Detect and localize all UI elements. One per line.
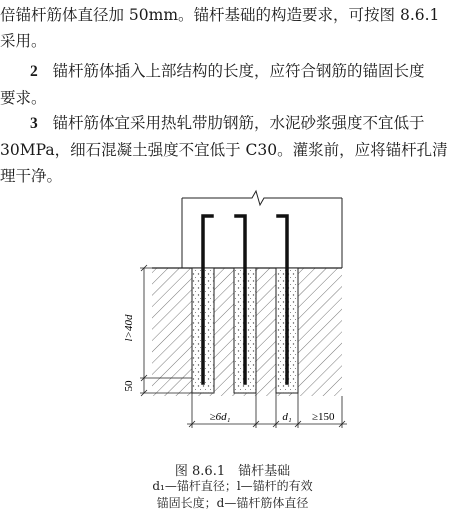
diameter-label: d₁ [282,411,292,423]
item-number-3: 3 [30,115,38,132]
paragraph-1 [0,2,462,54]
bottom-depth-label: 50 [123,380,135,392]
paragraph-2-text-1: 锚杆筋体插入上部结构的长度，应符合钢筋的锚固长度 [52,62,425,80]
break-line [182,191,342,205]
edge-distance-label: ≥150 [312,411,335,423]
spacing-label: ≥6d₁ [209,411,231,423]
paragraph-2 [0,58,462,111]
paragraph-1-line-1: 倍锚杆筋体直径加 50mm。锚杆基础的构造要求，可按图 8.6.1 [0,6,440,24]
anchor-foundation-figure [112,188,352,438]
paragraph-2-line-2: 要求。 [0,89,47,107]
figure-caption-line-1: d₁—锚杆直径；l—锚杆的有效 [152,479,313,493]
paragraph-3 [0,110,462,189]
paragraph-3-line-1 [0,110,462,137]
superstructure-outline [182,198,342,268]
item-number-2: 2 [30,63,38,80]
paragraph-3-text-1: 锚杆筋体宜采用热轧带肋钢筋，水泥砂浆强度不宜低于 [52,114,425,132]
figure-caption-line-2: 锚固长度；d—锚杆筋体直径 [156,496,309,510]
paragraph-2-line-1 [0,58,462,85]
paragraph-1-line-2: 采用。 [0,32,47,50]
figure-caption-title: 图 8.6.1 锚杆基础 [174,464,291,479]
paragraph-3-line-2: 30MPa，细石混凝土强度不宜低于 C30。灌浆前，应将锚杆孔清 [0,141,448,159]
paragraph-3-line-3: 理干净。 [0,167,63,185]
length-label: l>40d [123,314,135,342]
